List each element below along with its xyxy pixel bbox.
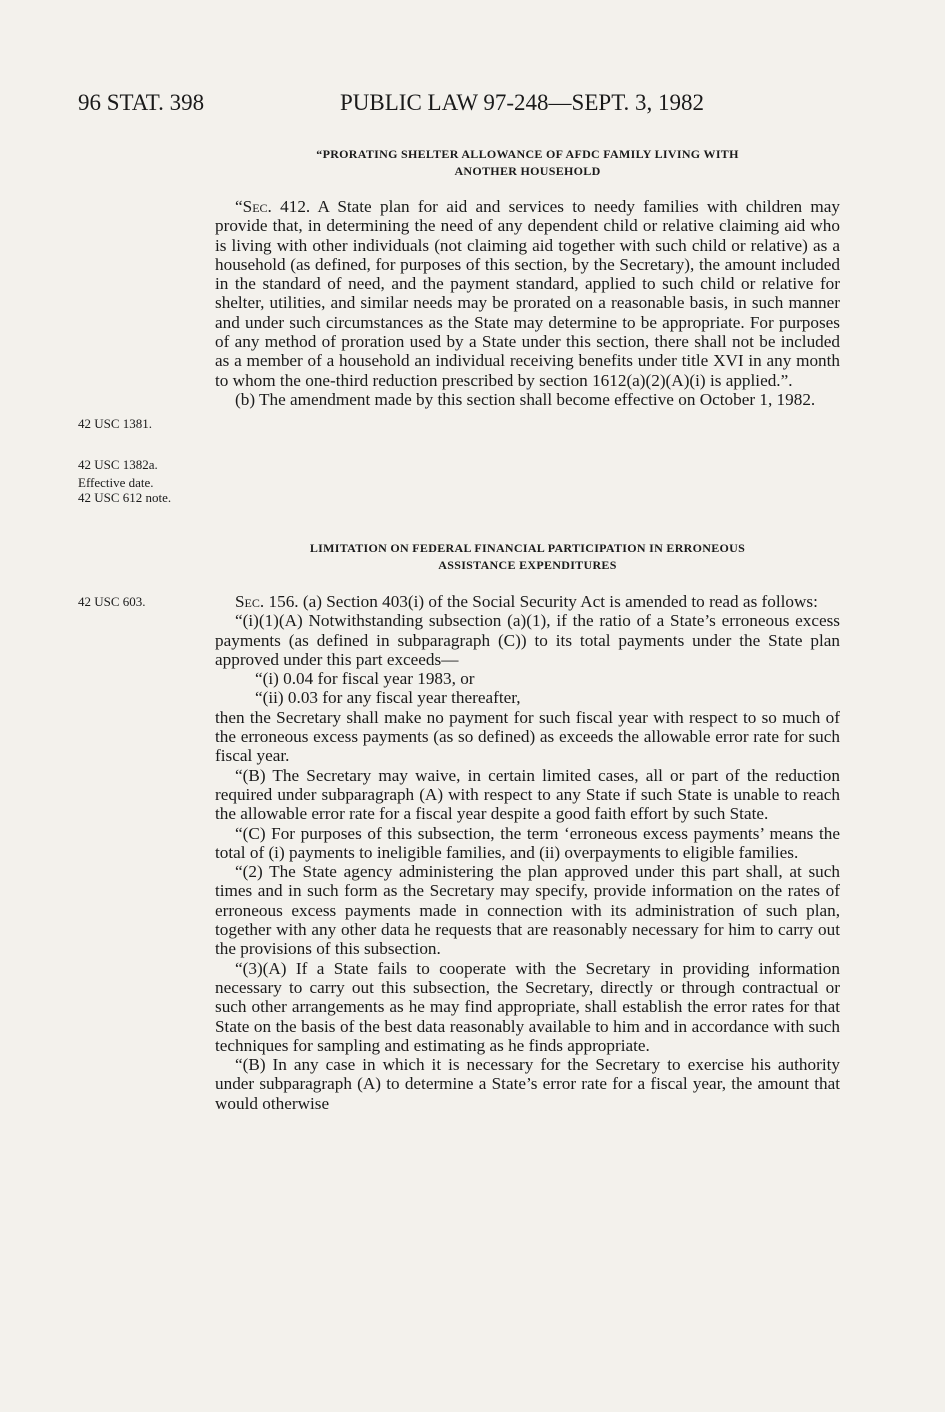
- paragraph-i-1-A: “(i)(1)(A) Notwithstanding subsection (a)(1), if the ratio of a State’s erroneous excess payments (as defined in subparagraph (C)) to its total payments under the State plan approved under this part exceeds—: [215, 611, 840, 669]
- section-412-body: [215, 197, 840, 409]
- page-header: [78, 90, 878, 122]
- section-156-heading: [215, 540, 840, 574]
- section-412-heading-line1: “PRORATING SHELTER ALLOWANCE OF AFDC FAMILY LIVING WITH: [316, 147, 739, 161]
- paragraph-C: “(C) For purposes of this subsection, the term ‘erroneous excess payments’ means the total of (i) payments to ineligible families, and (ii) overpayments to eligible families.: [215, 823, 840, 862]
- sec-label: “Sec: [235, 197, 268, 216]
- margin-note-42-usc-1381: 42 USC 1381.: [78, 416, 153, 431]
- paragraph-B: “(B) The Secretary may waive, in certain limited cases, all or part of the reduction required under subparagraph (A) with respect to any State if such State is unable to reach the allowable error rate for a fiscal year despite a good faith effort by such State.: [215, 765, 840, 824]
- section-412-text: . 412. A State plan for aid and services to needy families with children may provide that, in determining the need of any dependent child or relative claiming aid who is living with other individuals (not claiming aid together with such child or relative) as a household (as defined, for purposes of this section, by the Secretary), the amount included in the standard of need, and the payment standard, applied to such child or relative for shelter, utilities, and similar needs may be prorated on a reasonable basis, in such manner and under such circumstances as the State may determine to be appropriate. For purposes of any method of proration used by a State under this section, there shall not be included as a member of a household an individual receiving benefits under title XVI in any month to whom the one-third reduction prescribed by section 1612(a)(2)(A)(i) is applied.”.: [215, 197, 840, 390]
- section-412-heading: [215, 146, 840, 180]
- margin-note-42-usc-1382a: 42 USC 1382a.: [78, 457, 158, 472]
- paragraph-2: “(2) The State agency administering the plan approved under this part shall, at such times and in such form as the Secretary may specify, provide information on the rates of erroneous excess payments made in connection with its administration of such plan, together with any other data he requests that are reasonably necessary for him to carry out the provisions of this subsection.: [215, 862, 840, 959]
- paragraph-continuation: then the Secretary shall make no payment for such fiscal year with respect to so much of the erroneous excess payments (as so defined) as exceeds the allowable error rate for such fiscal year.: [215, 707, 840, 766]
- sec-label: Sec: [235, 592, 260, 611]
- public-law-title: PUBLIC LAW 97-248—SEPT. 3, 1982: [340, 90, 705, 115]
- margin-note-effective-date: Effective date.: [78, 475, 154, 490]
- section-156-intro-text: . 156. (a) Section 403(i) of the Social Security Act is amended to read as follows:: [259, 592, 818, 611]
- section-156-body: [215, 592, 840, 1113]
- paragraph-3-A: “(3)(A) If a State fails to cooperate with the Secretary in providing information necessary to carry out this subsection, the Secretary, directly or through contractual or such other arrangements as he may find appropriate, shall establish the error rates for that State on the basis of the best data reasonably available to him and in accordance with such techniques for sampling and estimating as he finds appropriate.: [215, 958, 840, 1055]
- section-412-heading-line2: ANOTHER HOUSEHOLD: [454, 164, 601, 178]
- section-156-heading-line2: ASSISTANCE EXPENDITURES: [438, 558, 617, 572]
- margin-note-42-usc-612-note: 42 USC 612 note.: [78, 490, 172, 505]
- stat-page-number: 96 STAT. 398: [78, 90, 205, 115]
- clause-i: “(i) 0.04 for fiscal year 1983, or: [255, 669, 475, 689]
- section-156-heading-line1: LIMITATION ON FEDERAL FINANCIAL PARTICIPATION IN ERRONEOUS: [309, 541, 746, 555]
- section-412-paragraph: [215, 197, 840, 390]
- subsection-b-paragraph: (b) The amendment made by this section shall become effective on October 1, 1982.: [235, 389, 816, 409]
- margin-note-42-usc-603: 42 USC 603.: [78, 594, 146, 609]
- clause-ii: “(ii) 0.03 for any fiscal year thereafter,: [255, 688, 521, 708]
- paragraph-3-B: “(B) In any case in which it is necessary for the Secretary to exercise his authority under subparagraph (A) to determine a State’s error rate for a fiscal year, the amount that would otherwise: [215, 1055, 840, 1113]
- section-156-intro: [215, 592, 840, 611]
